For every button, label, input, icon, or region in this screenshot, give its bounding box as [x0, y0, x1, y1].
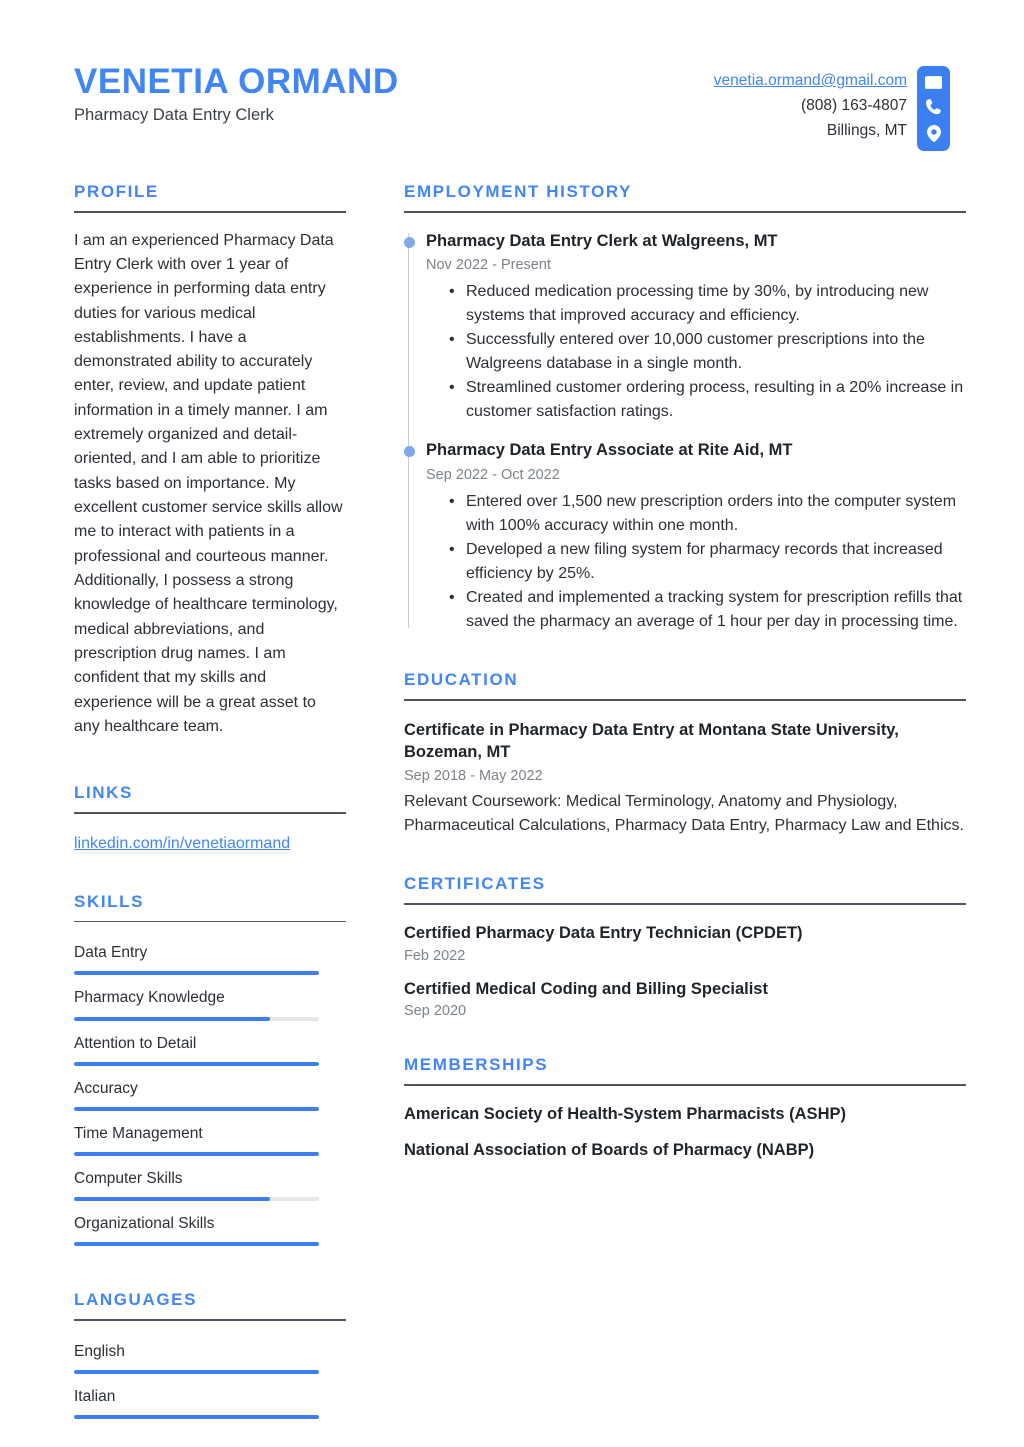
name-block: [74, 58, 399, 125]
employment-entry: [426, 231, 966, 441]
section-title-languages: LANGUAGES: [74, 1290, 198, 1310]
skill-label: Pharmacy Knowledge: [74, 989, 225, 1007]
skill-label: Time Management: [74, 1124, 203, 1142]
job-bullet: • Created and implemented a tracking system for prescription refills that saved the pharmacy an average of 1 hour per day in processing time.: [466, 586, 966, 634]
section-employment: [404, 182, 966, 634]
spacer: [404, 634, 966, 670]
section-title-certificates: CERTIFICATES: [404, 874, 546, 894]
section-rule: [404, 699, 966, 701]
spacer: [404, 1019, 966, 1055]
envelope-icon: [925, 76, 942, 89]
job-bullets: [426, 490, 966, 634]
skill-item: [74, 1201, 346, 1246]
section-certificates: [404, 874, 966, 1018]
section-rule: [74, 211, 346, 213]
section-rule: [404, 903, 966, 905]
contact-icon-panel: [917, 66, 950, 151]
section-languages: [74, 1290, 346, 1419]
skill-label: Computer Skills: [74, 1170, 183, 1188]
certificate-date: Feb 2022: [404, 947, 466, 964]
education-degree: Certificate in Pharmacy Data Entry at Montana State University, Bozeman, MT: [404, 720, 899, 761]
education-dates: Sep 2018 - May 2022: [404, 768, 543, 785]
links-list: [74, 832, 346, 856]
contact-email-link[interactable]: venetia.ormand@gmail.com: [713, 72, 907, 89]
language-item: [74, 1329, 346, 1374]
timeline-dot-icon: [404, 446, 415, 457]
membership-entry: American Society of Health-System Pharmacists (ASHP): [404, 1104, 846, 1123]
skill-label: Accuracy: [74, 1079, 138, 1097]
skill-item: [74, 1021, 346, 1066]
section-links: [74, 783, 346, 856]
section-education: [404, 670, 966, 838]
job-role: Pharmacy Data Entry Associate at Rite Aid, MT: [426, 441, 793, 460]
skill-item: [74, 1156, 346, 1201]
memberships-list: [404, 1104, 966, 1162]
job-role: Pharmacy Data Entry Clerk at Walgreens, MT: [426, 231, 778, 250]
section-title-skills: SKILLS: [74, 891, 145, 911]
spacer: [74, 856, 346, 892]
section-title-employment: EMPLOYMENT HISTORY: [404, 182, 633, 201]
job-bullets: [426, 280, 966, 424]
language-label: Italian: [74, 1388, 116, 1406]
job-dates: Sep 2022 - Oct 2022: [426, 466, 560, 483]
education-description: Relevant Coursework: Medical Terminology, Anatomy and Physiology, Pharmaceutical Calculations, Pharmacy Data Entry, Pharmacy Law and Ethics.: [404, 793, 964, 835]
membership-entry: National Association of Boards of Pharmacy (NABP): [404, 1140, 815, 1159]
language-label: English: [74, 1342, 125, 1360]
certificate-entry: [404, 979, 966, 1019]
resume-header: [74, 48, 950, 156]
skill-item: [74, 930, 346, 975]
certificate-entry: [404, 923, 966, 963]
section-skills: [74, 892, 346, 1247]
section-title-links: LINKS: [74, 783, 133, 803]
certificate-date: Sep 2020: [404, 1002, 467, 1019]
skill-label: Data Entry: [74, 944, 148, 962]
skill-item: [74, 1066, 346, 1111]
section-rule: [404, 1084, 966, 1086]
skill-label: Organizational Skills: [74, 1215, 215, 1233]
employment-entry: [426, 440, 966, 634]
contact-block: [714, 58, 950, 151]
section-rule: [404, 211, 966, 213]
section-title-education: EDUCATION: [404, 670, 519, 690]
section-title-profile: PROFILE: [74, 182, 159, 201]
section-rule: [74, 921, 346, 923]
job-dates: Nov 2022 - Present: [426, 257, 551, 274]
profile-text: I am an experienced Pharmacy Data Entry Clerk with over 1 year of experience in performing data entry duties for various medical establishments. I have a demonstrated ability to accurately enter, review, and update patient information in a timely manner. I am extremely organized and detail-oriented, and I am able to prioritize tasks based on importance. My excellent customer service skills allow me to interact with patients in a professional and courteous manner. Additionally, I possess a strong knowledge of healthcare terminology, medical abbreviations, and prescription drug names. I am confident that my skills and experience will be a great asset to any healthcare team.: [74, 231, 343, 735]
skill-label: Attention to Detail: [74, 1034, 197, 1052]
left-column: [74, 182, 346, 1419]
certificates-list: [404, 923, 966, 1019]
link-item[interactable]: linkedin.com/in/venetiaormand: [74, 834, 291, 852]
employment-timeline: [404, 231, 966, 634]
skills-list: [74, 930, 346, 1246]
location-pin-icon: [927, 125, 941, 142]
skill-item: [74, 1111, 346, 1156]
job-bullet: • Successfully entered over 10,000 customer prescriptions into the Walgreens database in a single month.: [466, 328, 966, 376]
certificate-name: Certified Pharmacy Data Entry Technician (CPDET): [404, 924, 803, 943]
section-rule: [74, 1319, 346, 1321]
spacer: [74, 739, 346, 783]
job-bullet: • Reduced medication processing time by 30%, by introducing new systems that improved accuracy and efficiency.: [466, 280, 966, 328]
skill-item: [74, 975, 346, 1020]
section-title-memberships: MEMBERSHIPS: [404, 1054, 549, 1074]
candidate-name: VENETIA ORMAND: [74, 62, 399, 101]
job-bullet: • Developed a new filing system for pharmacy records that increased efficiency by 25%.: [466, 538, 966, 586]
resume-body: [74, 182, 964, 1419]
timeline-dot-icon: [404, 237, 415, 248]
job-bullet: • Streamlined customer ordering process, resulting in a 20% increase in customer satisfaction ratings.: [466, 376, 966, 424]
certificate-name: Certified Medical Coding and Billing Specialist: [404, 979, 768, 998]
language-level-bar: [74, 1415, 319, 1419]
contact-phone: (808) 163-4807: [801, 97, 907, 115]
right-column: [404, 182, 966, 1419]
education-entry: [404, 719, 966, 839]
contact-lines: [714, 66, 907, 143]
language-level-fill: [74, 1415, 319, 1419]
job-bullet: • Entered over 1,500 new prescription orders into the computer system with 100% accuracy within one month.: [466, 490, 966, 538]
languages-list: [74, 1329, 346, 1419]
language-item: [74, 1374, 346, 1419]
section-memberships: [404, 1055, 966, 1161]
candidate-job-title: Pharmacy Data Entry Clerk: [74, 105, 274, 124]
section-profile: [74, 182, 346, 739]
contact-location: Billings, MT: [826, 122, 907, 140]
spacer: [74, 1246, 346, 1290]
phone-icon: [926, 99, 941, 115]
section-rule: [74, 812, 346, 814]
spacer: [404, 838, 966, 874]
